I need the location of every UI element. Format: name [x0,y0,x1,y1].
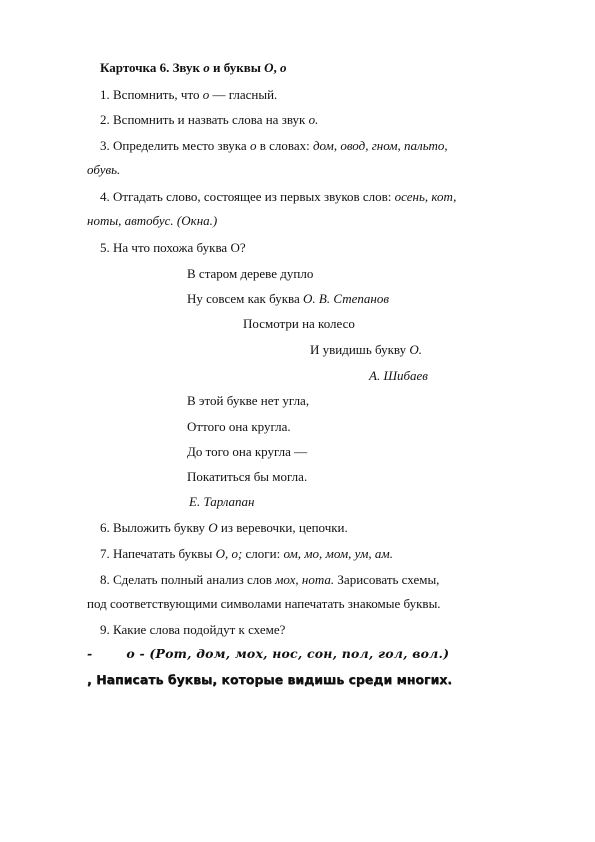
item-5: 5. На что похожа буква О? [100,240,246,255]
item-7: 7. Напечатать буквы О, о; слоги: ом, мо, мом, ум, ам. [100,546,393,561]
item-3: 3. Определить место звука о в словах: дом, овод, гном, пальто, [100,138,448,153]
item-4-continued: ноты, автобус. (Окна.) [87,213,218,228]
item-3-continued: обувь. [87,162,121,177]
item-8-continued: под соответствующими символами напечатать знакомые буквы. [87,596,441,611]
scheme-line: - о - (Рот, дом, мох, нос, сон, пол, гол, вол.) [87,646,450,661]
item-9: 9. Какие слова подойдут к схеме? [100,622,286,637]
poem2-author: Е. Тарлапан [189,494,255,509]
item-6: 6. Выложить букву О из веревочки, цепочки. [100,520,348,535]
item-4: 4. Отгадать слово, состоящее из первых звуков слов: осень, кот, [100,189,457,204]
poem1-line-2: Ну совсем как буква О. В. Степанов [187,291,389,306]
item-2: 2. Вспомнить и назвать слова на звук о. [100,112,319,127]
poem2-line-1: В этой букве нет угла, [187,393,310,408]
poem2-line-2: Оттого она кругла. [187,419,291,434]
poem2-line-4: Покатиться бы могла. [187,469,308,484]
item-1: 1. Вспомнить, что о — гласный. [100,87,278,102]
poem1-line-4: И увидишь букву О. [310,342,423,357]
poem2-line-3: До того она кругла — [187,444,308,459]
card-title: Карточка 6. Звук о и буквы О, о [100,60,287,75]
poem1-line-1: В старом дереве дупло [187,266,314,281]
poem1-author: А. Шибаев [369,368,428,383]
poem1-line-3: Посмотри на колесо [243,316,355,331]
item-8: 8. Сделать полный анализ слов мох, нота. Зарисовать схемы, [100,572,440,587]
final-task: , Написать буквы, которые видишь среди многих. [87,672,453,687]
